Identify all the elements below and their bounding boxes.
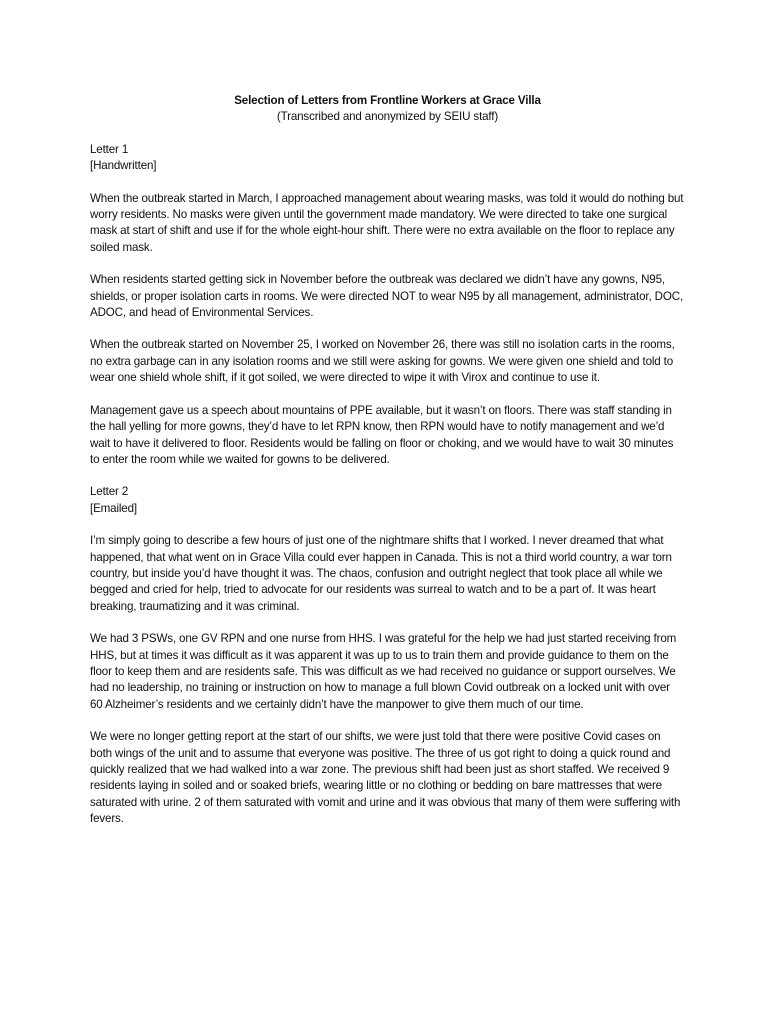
letter-heading: Letter 1: [90, 142, 129, 156]
paragraph: When the outbreak started on November 25, I worked on November 26, there was still no isolation carts in the rooms, no extra garbage can in any isolation rooms and we still were asking for gowns. We were given one shield and told to wear one shield whole shift, if it got soiled, we were directed to wipe it with Virox and continue to use it.: [90, 338, 675, 385]
paragraph: We were no longer getting report at the start of our shifts, we were just told that there were positive Covid cases on both wings of the unit and to assume that everyone was positive. The three of us got right to doing a quick round and quickly realized that we had walked into a war zone. The previous shift had been just as short staffed. We received 9 residents laying in soiled and or soaked briefs, wearing little or no clothing or bedding on bare mattresses that were saturated with urine. 2 of them saturated with vomit and urine and it was obvious that many of them were suffering with fevers.: [90, 730, 681, 826]
document-page: [90, 93, 685, 844]
paragraph: We had 3 PSWs, one GV RPN and one nurse from HHS. I was grateful for the help we had just started receiving from HHS, but at times it was difficult as it was apparent it was up to us to train them and provide guidance to them on the floor to keep them and are residents safe. This was difficult as we had received no guidance or support ourselves. We had no leadership, no training or instruction on how to manage a full blown Covid outbreak on a locked unit with over 60 Alzheimer’s residents and we certainly didn’t have the manpower to give them much of our time.: [90, 632, 677, 711]
letter-source: [Handwritten]: [90, 159, 157, 173]
letter-1: [90, 142, 685, 469]
paragraph: Management gave us a speech about mountains of PPE available, but it wasn’t on floors. There was staff standing in the hall yelling for more gowns, they’d have to let RPN know, then RPN would have to notify management and we’d wait to have it delivered to floor. Residents would be falling on floor or choking, and we would have to wait 30 minutes to enter the room while we waited for gowns to be delivered.: [90, 403, 674, 466]
paragraph: When residents started getting sick in November before the outbreak was declared we didn’t have any gowns, N95, shields, or proper isolation carts in rooms. We were directed NOT to wear N95 by all management, administrator, DOC, ADOC, and head of Environmental Services.: [90, 273, 684, 320]
letter-heading: Letter 2: [90, 485, 129, 499]
document-title: Selection of Letters from Frontline Workers at Grace Villa: [234, 94, 541, 107]
document-subtitle: (Transcribed and anonymized by SEIU staff): [276, 110, 499, 124]
paragraph: When the outbreak started in March, I approached management about wearing masks, was told it would do nothing but worry residents. No masks were given until the government made mandatory. We were directed to take one surgical mask at start of shift and use if for the whole eight-hour shift. There were no extra available on the floor to replace any soiled mask.: [90, 191, 684, 254]
letter-2: [90, 484, 685, 827]
letter-source: [Emailed]: [90, 501, 137, 515]
paragraph: I’m simply going to describe a few hours of just one of the nightmare shifts that I worked. I never dreamed that what happened, that what went on in Grace Villa could ever happen in Canada. This is not a third world country, a war torn country, but inside you’d have thought it was. The chaos, confusion and outright neglect that took place all while we begged and cried for help, tried to advocate for our residents was surreal to watch and to be a part of. It was heart breaking, traumatizing and it was criminal.: [90, 534, 672, 613]
